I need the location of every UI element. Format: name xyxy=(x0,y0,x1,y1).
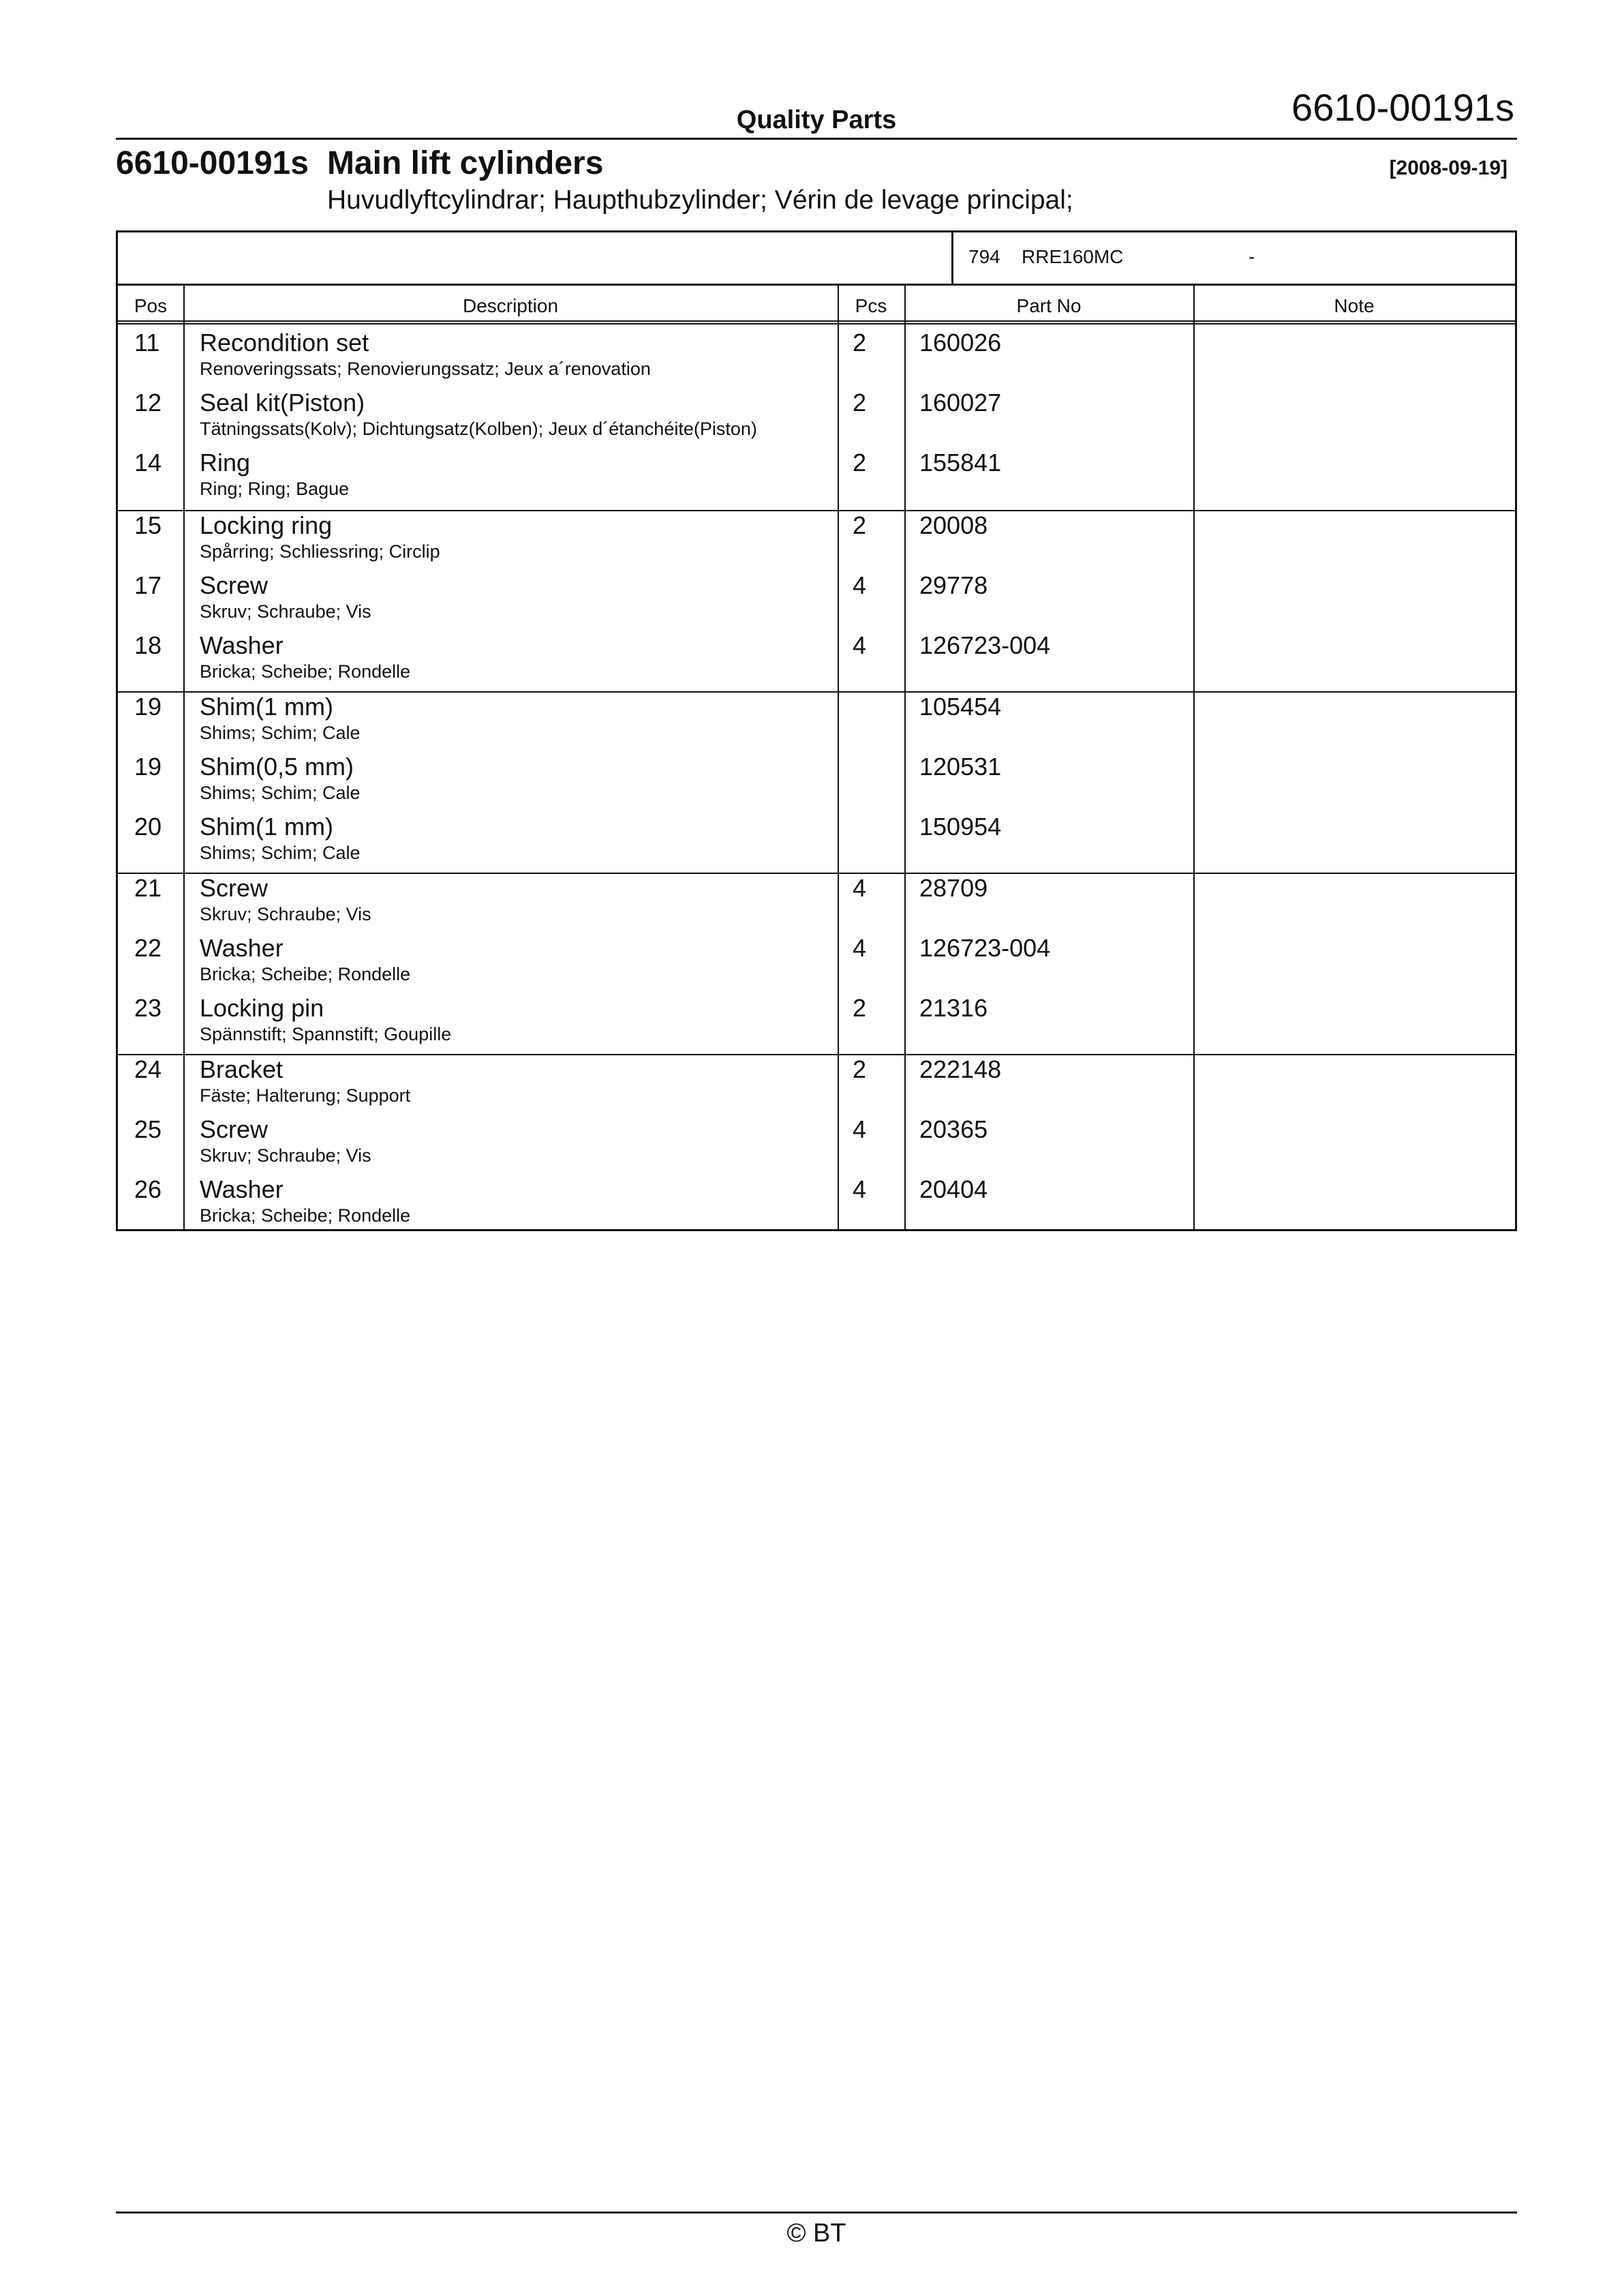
row-pos: 23 xyxy=(134,994,162,1022)
column-header-part-no: Part No xyxy=(1016,295,1082,316)
page-subtitle: Huvudlyftcylindrar; Haupthubzylinder; Vérin de levage principal; xyxy=(327,185,1073,215)
row-part-no: 20008 xyxy=(919,511,988,539)
column-header-description: Description xyxy=(462,295,559,316)
row-description-translations: Fäste; Halterung; Support xyxy=(200,1085,411,1106)
row-pos: 18 xyxy=(134,631,162,659)
row-pcs: 2 xyxy=(853,449,867,477)
row-part-no: 155841 xyxy=(919,449,1002,477)
row-pos: 19 xyxy=(134,753,162,781)
row-description-translations: Spårring; Schliessring; Circlip xyxy=(200,541,440,562)
row-part-no: 222148 xyxy=(919,1055,1002,1083)
row-description-translations: Ring; Ring; Bague xyxy=(200,479,350,499)
row-description: Screw xyxy=(200,1115,269,1143)
row-description: Washer xyxy=(200,1175,284,1203)
row-description-translations: Tätningssats(Kolv); Dichtungsatz(Kolben); Jeux d´étanchéite(Piston) xyxy=(200,419,757,439)
table-row xyxy=(118,693,1515,753)
row-pcs: 2 xyxy=(853,1055,867,1083)
row-description-translations: Shims; Schim; Cale xyxy=(200,723,361,743)
model-serial: - xyxy=(1249,246,1255,267)
row-part-no: 126723-004 xyxy=(919,631,1051,659)
copyright: © BT xyxy=(786,2219,846,2248)
page-title: Main lift cylinders xyxy=(327,145,604,181)
row-description: Seal kit(Piston) xyxy=(200,389,365,417)
row-pos: 21 xyxy=(134,874,162,902)
row-pcs: 4 xyxy=(853,1175,867,1203)
header-doc-number: 6610-00191s xyxy=(1291,86,1514,129)
row-description-translations: Bricka; Scheibe; Rondelle xyxy=(200,661,411,682)
row-description-translations: Bricka; Scheibe; Rondelle xyxy=(200,1205,411,1226)
row-pos: 25 xyxy=(134,1115,162,1143)
row-description: Screw xyxy=(200,874,269,902)
table-row xyxy=(118,571,1515,631)
row-part-no: 29778 xyxy=(919,571,988,599)
row-description: Shim(1 mm) xyxy=(200,813,333,841)
row-pcs: 4 xyxy=(853,874,867,902)
header-title: Quality Parts xyxy=(736,106,897,134)
row-part-no: 160026 xyxy=(919,329,1002,357)
title-row xyxy=(116,145,1508,187)
row-part-no: 20365 xyxy=(919,1115,988,1143)
table-row xyxy=(118,449,1515,509)
row-description: Washer xyxy=(200,631,284,659)
row-description-translations: Skruv; Schraube; Vis xyxy=(200,601,371,622)
row-description-translations: Skruv; Schraube; Vis xyxy=(200,1145,371,1166)
doc-date: [2008-09-19] xyxy=(1389,157,1508,179)
column-header-note: Note xyxy=(1334,295,1375,316)
table-row xyxy=(118,874,1515,934)
table-row xyxy=(118,1175,1515,1235)
row-description: Recondition set xyxy=(200,329,369,357)
row-pos: 15 xyxy=(134,511,162,539)
row-pcs: 2 xyxy=(853,389,867,417)
table-row xyxy=(118,994,1515,1054)
parts-group xyxy=(118,510,1515,691)
row-description: Bracket xyxy=(200,1055,284,1083)
row-pcs: 4 xyxy=(853,1115,867,1143)
row-part-no: 105454 xyxy=(919,693,1002,721)
row-pcs: 2 xyxy=(853,994,867,1022)
row-description: Ring xyxy=(200,449,251,477)
row-pos: 24 xyxy=(134,1055,162,1083)
row-pcs: 4 xyxy=(853,934,867,962)
table-row xyxy=(118,1055,1515,1115)
parts-table xyxy=(116,230,1517,1231)
row-part-no: 28709 xyxy=(919,874,988,902)
row-description-translations: Skruv; Schraube; Vis xyxy=(200,904,371,924)
row-pos: 17 xyxy=(134,571,162,599)
row-pos: 26 xyxy=(134,1175,162,1203)
model-name: RRE160MC xyxy=(1022,246,1124,267)
row-pcs: 2 xyxy=(853,329,867,357)
page-footer xyxy=(116,2211,1517,2248)
column-header-pcs: Pcs xyxy=(855,295,887,316)
parts-group xyxy=(118,1054,1515,1235)
model-row xyxy=(118,232,1515,286)
row-part-no: 160027 xyxy=(919,389,1002,417)
table-row xyxy=(118,753,1515,813)
row-part-no: 21316 xyxy=(919,994,988,1022)
table-row xyxy=(118,631,1515,691)
parts-group xyxy=(118,329,1515,510)
row-description: Shim(1 mm) xyxy=(200,693,333,721)
column-header-pos: Pos xyxy=(134,295,168,316)
row-description-translations: Spännstift; Spannstift; Goupille xyxy=(200,1024,452,1044)
row-pos: 14 xyxy=(134,449,162,477)
model-number: 794 xyxy=(968,246,1000,267)
row-pcs: 4 xyxy=(853,631,867,659)
page-header xyxy=(116,75,1517,140)
row-description: Locking pin xyxy=(200,994,324,1022)
parts-group xyxy=(118,873,1515,1054)
row-pos: 19 xyxy=(134,693,162,721)
row-description-translations: Renoveringssats; Renovierungssatz; Jeux a´renovation xyxy=(200,359,651,379)
table-row xyxy=(118,813,1515,873)
row-part-no: 150954 xyxy=(919,813,1002,841)
row-description-translations: Shims; Schim; Cale xyxy=(200,843,361,863)
row-part-no: 20404 xyxy=(919,1175,988,1203)
row-description: Locking ring xyxy=(200,511,333,539)
table-row xyxy=(118,934,1515,994)
row-description: Screw xyxy=(200,571,269,599)
row-pos: 11 xyxy=(134,329,160,357)
table-row xyxy=(118,511,1515,571)
row-description-translations: Shims; Schim; Cale xyxy=(200,783,361,803)
row-pos: 22 xyxy=(134,934,162,962)
row-description-translations: Bricka; Scheibe; Rondelle xyxy=(200,964,411,984)
table-row xyxy=(118,329,1515,389)
model-cell xyxy=(951,232,1515,284)
row-pcs: 2 xyxy=(853,511,867,539)
column-headers xyxy=(118,286,1515,324)
table-row xyxy=(118,389,1515,449)
table-row xyxy=(118,1115,1515,1175)
row-pcs: 4 xyxy=(853,571,867,599)
row-part-no: 126723-004 xyxy=(919,934,1051,962)
row-description: Shim(0,5 mm) xyxy=(200,753,354,781)
row-pos: 12 xyxy=(134,389,162,417)
row-pos: 20 xyxy=(134,813,162,841)
row-part-no: 120531 xyxy=(919,753,1002,781)
doc-code: 6610-00191s xyxy=(116,145,309,181)
row-description: Washer xyxy=(200,934,284,962)
parts-group xyxy=(118,691,1515,873)
